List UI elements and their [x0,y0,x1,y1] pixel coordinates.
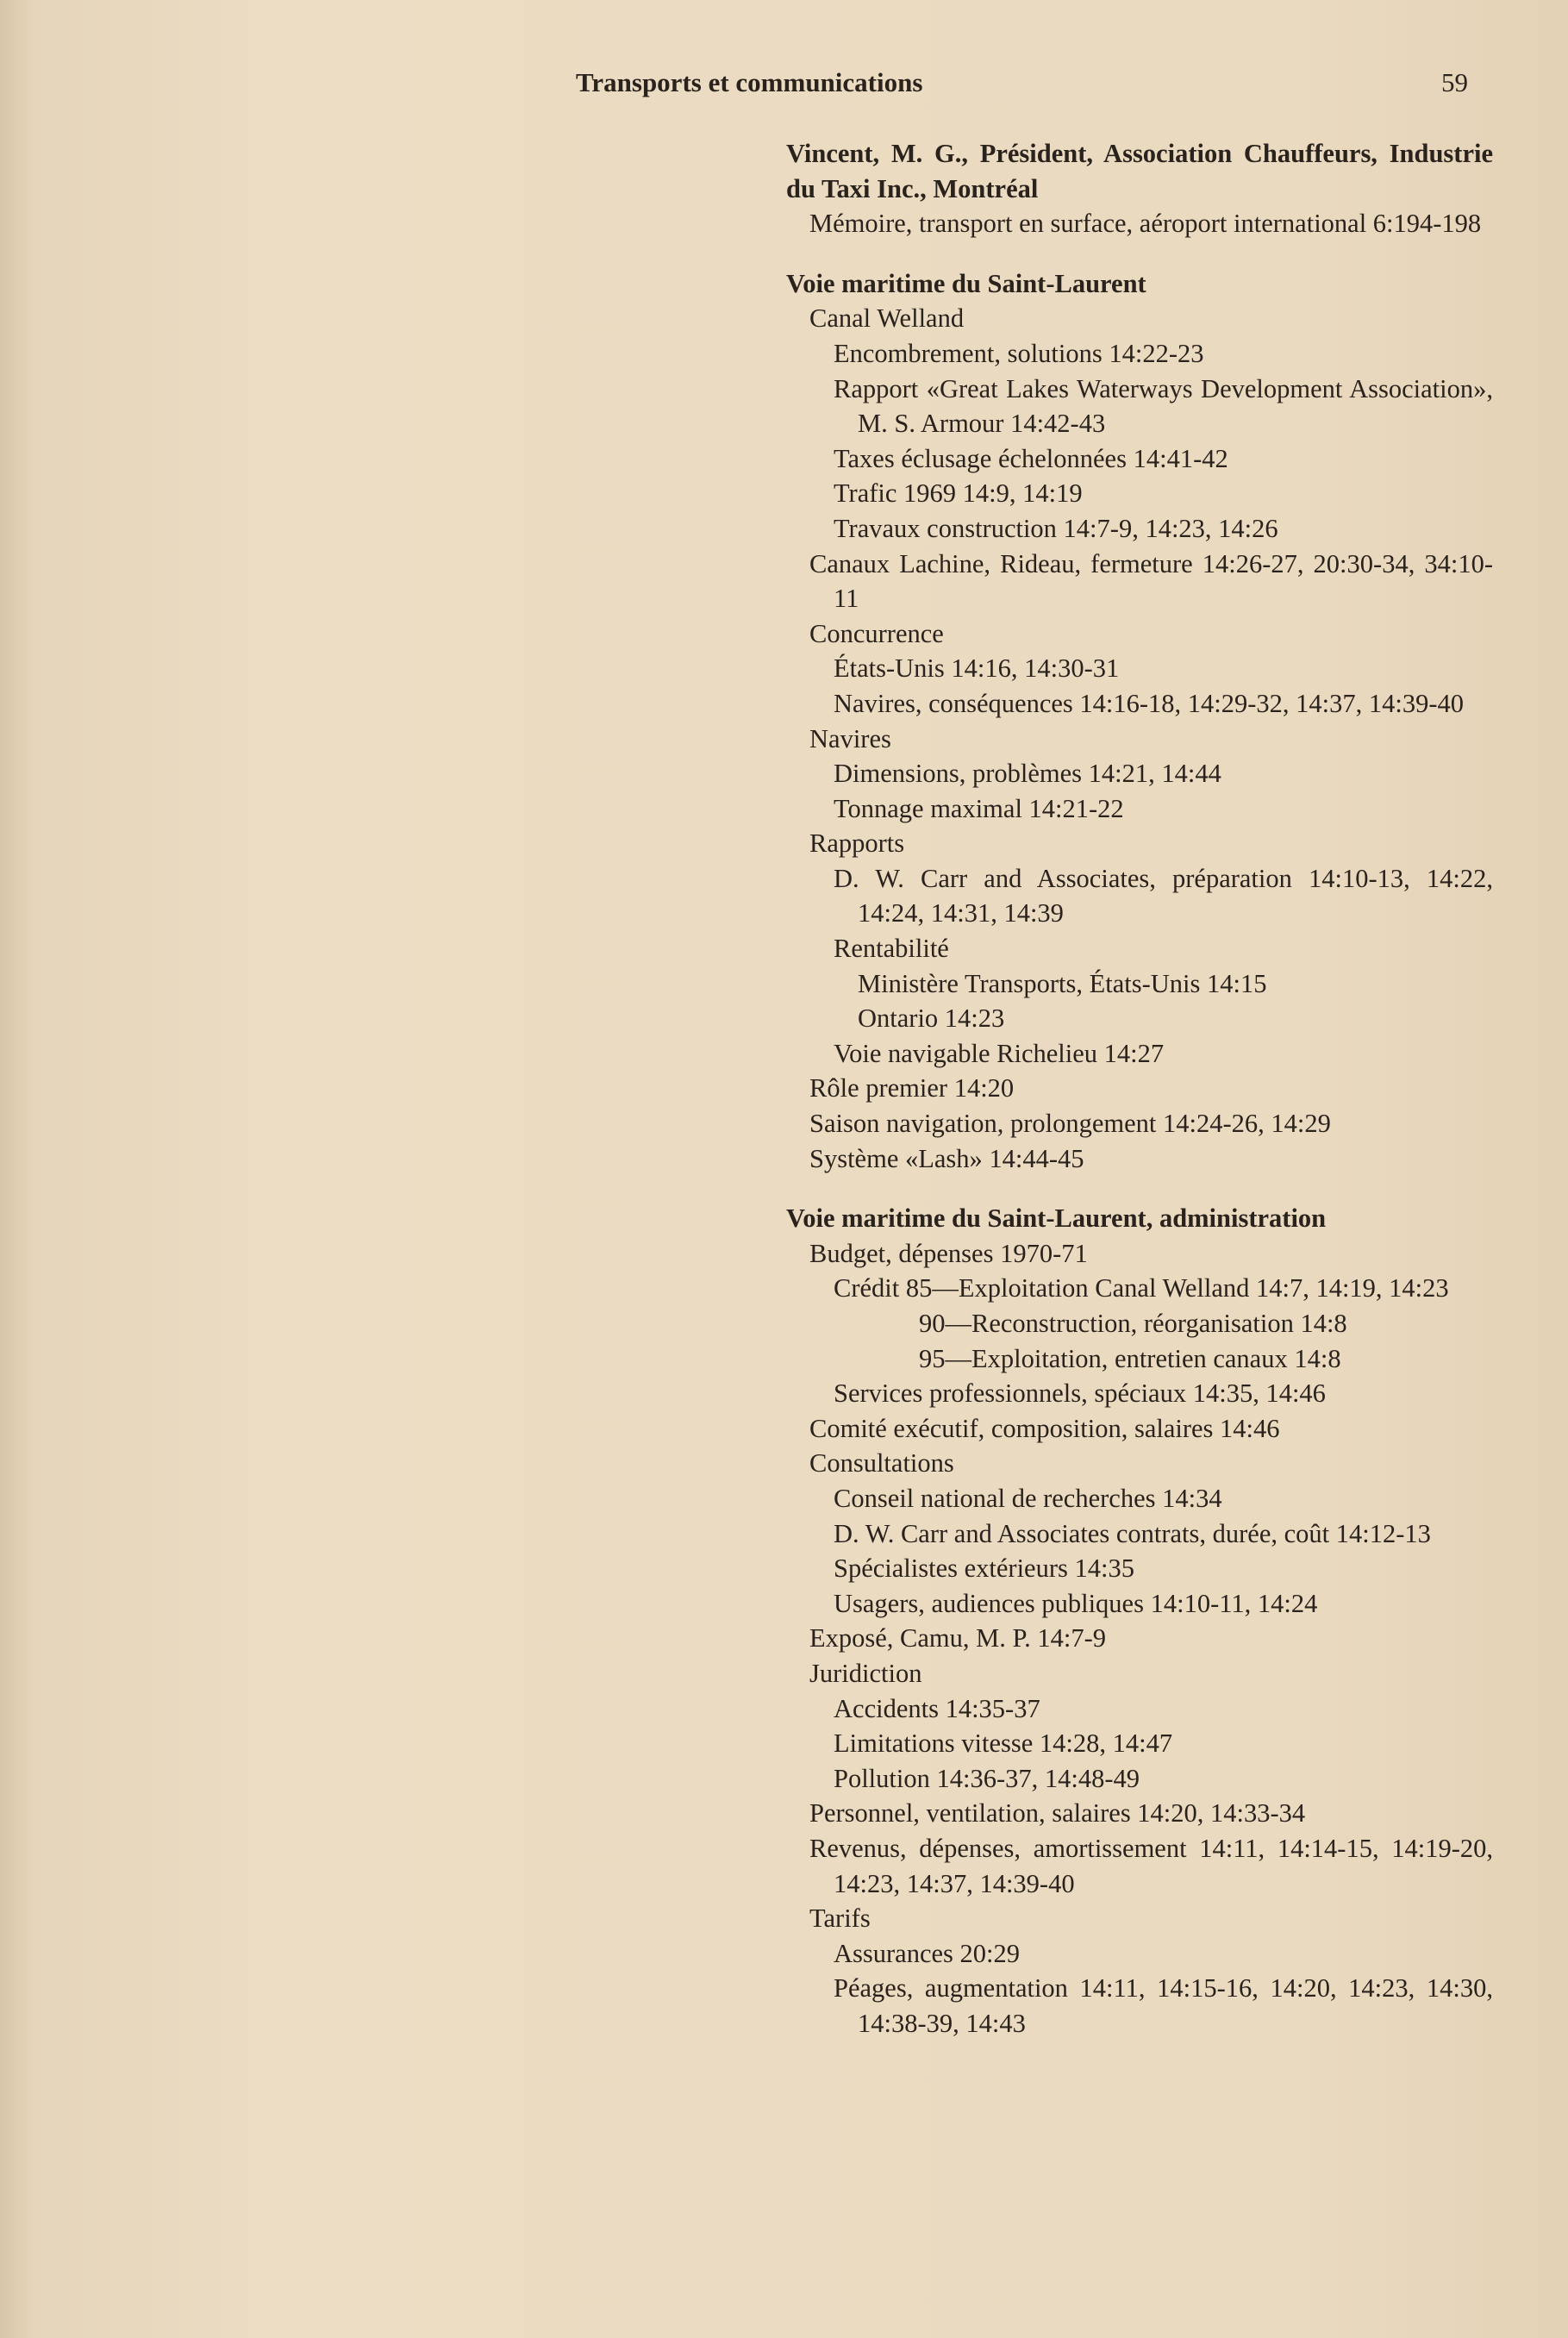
index-column [786,136,1493,2041]
index-entry [786,136,1493,241]
index-entry [786,1201,1493,2041]
subentry-level-2: Voie navigable Richelieu 14:27 [834,1038,1165,1068]
subentry-level-2: Taxes éclusage échelonnées 14:41-42 [834,443,1228,473]
entry-gap [786,241,1493,266]
subentry-level-2: Limitations vitesse 14:28, 14:47 [834,1728,1173,1759]
subentry-level-4: 90—Reconstruction, réorganisation 14:8 [919,1309,1347,1338]
subentry-level-1: Budget, dépenses 1970-71 [809,1238,1088,1268]
index-entry [786,266,1493,1176]
subentry-level-2: Tonnage maximal 14:21-22 [834,793,1124,823]
subentry-level-1: Canaux Lachine, Rideau, fermeture 14:26-27, 20:30-34, 34:10-11 [809,548,1493,614]
subentry-level-2: Rapport «Great Lakes Waterways Development Association», M. S. Armour 14:42-43 [834,373,1493,439]
subentry-level-2: Usagers, audiences publiques 14:10-11, 14:24 [834,1588,1318,1618]
subentry-level-2: Péages, augmentation 14:11, 14:15-16, 14:20, 14:23, 14:30, 14:38-39, 14:43 [834,1973,1493,2038]
subentry-level-2: Crédit 85—Exploitation Canal Welland 14:7, 14:19, 14:23 [834,1273,1449,1303]
subentry-level-1: Comité exécutif, composition, salaires 14:46 [809,1413,1280,1443]
entry-heading: Voie maritime du Saint-Laurent [786,268,1146,298]
subentry-level-1: Mémoire, transport en surface, aéroport international 6:194-198 [809,209,1482,239]
page-number: 59 [1441,67,1468,97]
page-header [0,67,1568,110]
subentry-level-2: Encombrement, solutions 14:22-23 [834,338,1204,368]
entry-gap [786,1176,1493,1201]
subentry-level-2: Accidents 14:35-37 [834,1693,1040,1723]
subentry-level-4: 95—Exploitation, entretien canaux 14:8 [919,1343,1341,1373]
subentry-level-2: Rentabilité [834,934,949,964]
entry-heading: Voie maritime du Saint-Laurent, administration [786,1203,1327,1234]
subentry-level-3: Ministère Transports, États-Unis 14:15 [858,968,1267,998]
subentry-level-2: Services professionnels, spéciaux 14:35, 14:46 [834,1378,1326,1409]
subentry-level-2: Travaux construction 14:7-9, 14:23, 14:26 [834,513,1278,543]
subentry-level-1: Navires [809,723,891,753]
subentry-level-1: Exposé, Camu, M. P. 14:7-9 [809,1623,1106,1653]
subentry-level-1: Consultations [809,1448,954,1478]
subentry-level-2: Dimensions, problèmes 14:21, 14:44 [834,759,1221,789]
subentry-level-1: Tarifs [809,1904,871,1934]
subentry-level-2: Assurances 20:29 [834,1938,1021,1968]
running-head: Transports et communications [576,67,923,97]
subentry-level-2: Conseil national de recherches 14:34 [834,1483,1222,1513]
subentry-level-2: D. W. Carr and Associates contrats, durée, coût 14:12-13 [834,1518,1431,1548]
subentry-level-2: Pollution 14:36-37, 14:48-49 [834,1763,1140,1793]
subentry-level-2: Navires, conséquences 14:16-18, 14:29-32, 14:37, 14:39-40 [834,688,1465,718]
entry-heading: Vincent, M. G., Président, Association Chauffeurs, Industrie du Taxi Inc., Montréal [786,139,1493,203]
subentry-level-2: Trafic 1969 14:9, 14:19 [834,478,1083,509]
subentry-level-1: Rôle premier 14:20 [809,1073,1015,1103]
subentry-level-1: Concurrence [809,618,944,648]
subentry-level-1: Personnel, ventilation, salaires 14:20, 14:33-34 [809,1798,1306,1829]
subentry-level-1: Système «Lash» 14:44-45 [809,1143,1084,1173]
subentry-level-1: Rapports [809,828,905,859]
subentry-level-1: Revenus, dépenses, amortissement 14:11, 14:14-15, 14:19-20, 14:23, 14:37, 14:39-40 [809,1833,1493,1898]
subentry-level-3: Ontario 14:23 [858,1003,1005,1034]
subentry-level-1: Saison navigation, prolongement 14:24-26, 14:29 [809,1109,1331,1139]
subentry-level-2: D. W. Carr and Associates, préparation 14:10-13, 14:22, 14:24, 14:31, 14:39 [834,863,1493,928]
subentry-level-1: Juridiction [809,1658,922,1688]
subentry-level-1: Canal Welland [809,303,965,334]
subentry-level-2: Spécialistes extérieurs 14:35 [834,1553,1134,1584]
subentry-level-2: États-Unis 14:16, 14:30-31 [834,653,1120,684]
